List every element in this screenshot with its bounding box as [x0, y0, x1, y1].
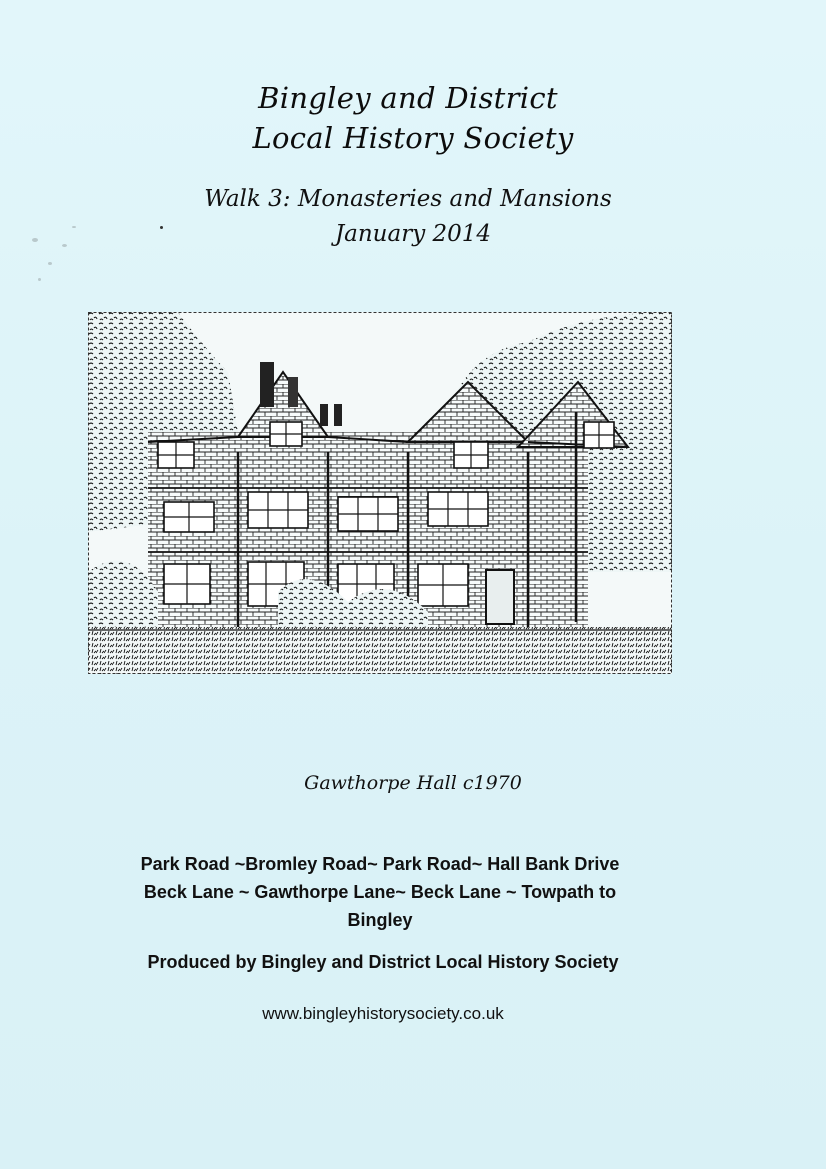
website-url: www.bingleyhistorysociety.co.uk — [262, 1004, 504, 1023]
producer-credit: Produced by Bingley and District Local History Society — [147, 952, 619, 972]
society-title — [0, 78, 826, 158]
paper-speck — [48, 262, 52, 265]
title-line-1: Bingley and District — [258, 81, 558, 115]
title-line-2: Local History Society — [252, 121, 574, 155]
walk-route — [60, 850, 700, 934]
route-line-3: Bingley — [347, 910, 413, 930]
route-line-1: Park Road ~Bromley Road~ Park Road~ Hall Bank Drive — [140, 854, 620, 874]
walk-subtitle — [0, 182, 826, 252]
walk-date: January 2014 — [334, 221, 492, 247]
building-sketch-icon — [88, 312, 672, 674]
route-line-2: Beck Lane ~ Gawthorpe Lane~ Beck Lane ~ Towpath to — [143, 882, 617, 902]
paper-speck — [38, 278, 41, 281]
illustration-caption: Gawthorpe Hall c1970 — [304, 772, 522, 794]
walk-title: Walk 3: Monasteries and Mansions — [204, 186, 612, 212]
